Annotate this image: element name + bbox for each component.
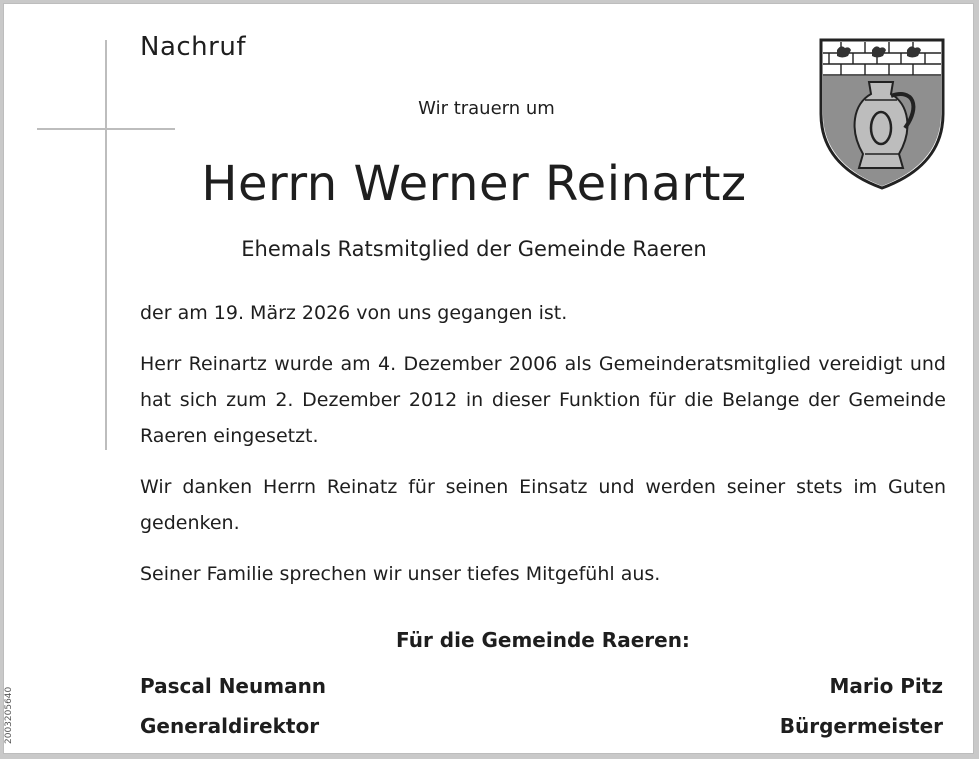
notice-heading: Nachruf [140,32,246,62]
coat-of-arms-icon [817,36,947,190]
signatory-left [140,666,326,746]
paragraph-condolence: Seiner Familie sprechen wir unser tiefes Mitgefühl aus. [140,563,661,585]
paragraph-date: der am 19. März 2026 von uns gegangen ist. [140,302,568,324]
cross-horizontal-bar [37,128,175,130]
signatory-left-name: Pascal Neumann [140,674,327,698]
signatory-right-title: Bürgermeister [779,714,943,738]
paragraph-career: Herr Reinartz wurde am 4. Dezember 2006 als Gemeinderatsmitglied vereidigt und hat sich zum 2. Dezember 2012 in dieser Funktion für die Belange der Gemeinde Raeren eingesetzt. [140,353,946,447]
signatory-right-name: Mario Pitz [829,674,943,698]
signatory-left-title: Generaldirektor [140,714,320,738]
deceased-name: Herrn Werner Reinartz [201,156,747,212]
signoff-line: Für die Gemeinde Raeren: [396,628,690,652]
body-text [140,295,946,607]
paragraph-thanks: Wir danken Herrn Reinatz für seinen Einsatz und werden seiner stets im Guten gedenken. [140,476,946,534]
intro-text: Wir trauern um [418,98,555,119]
deceased-role: Ehemals Ratsmitglied der Gemeinde Raeren [241,237,707,261]
signatory-right [780,666,943,746]
obituary-notice [3,3,974,754]
reference-code: 2003205640 [4,686,14,744]
